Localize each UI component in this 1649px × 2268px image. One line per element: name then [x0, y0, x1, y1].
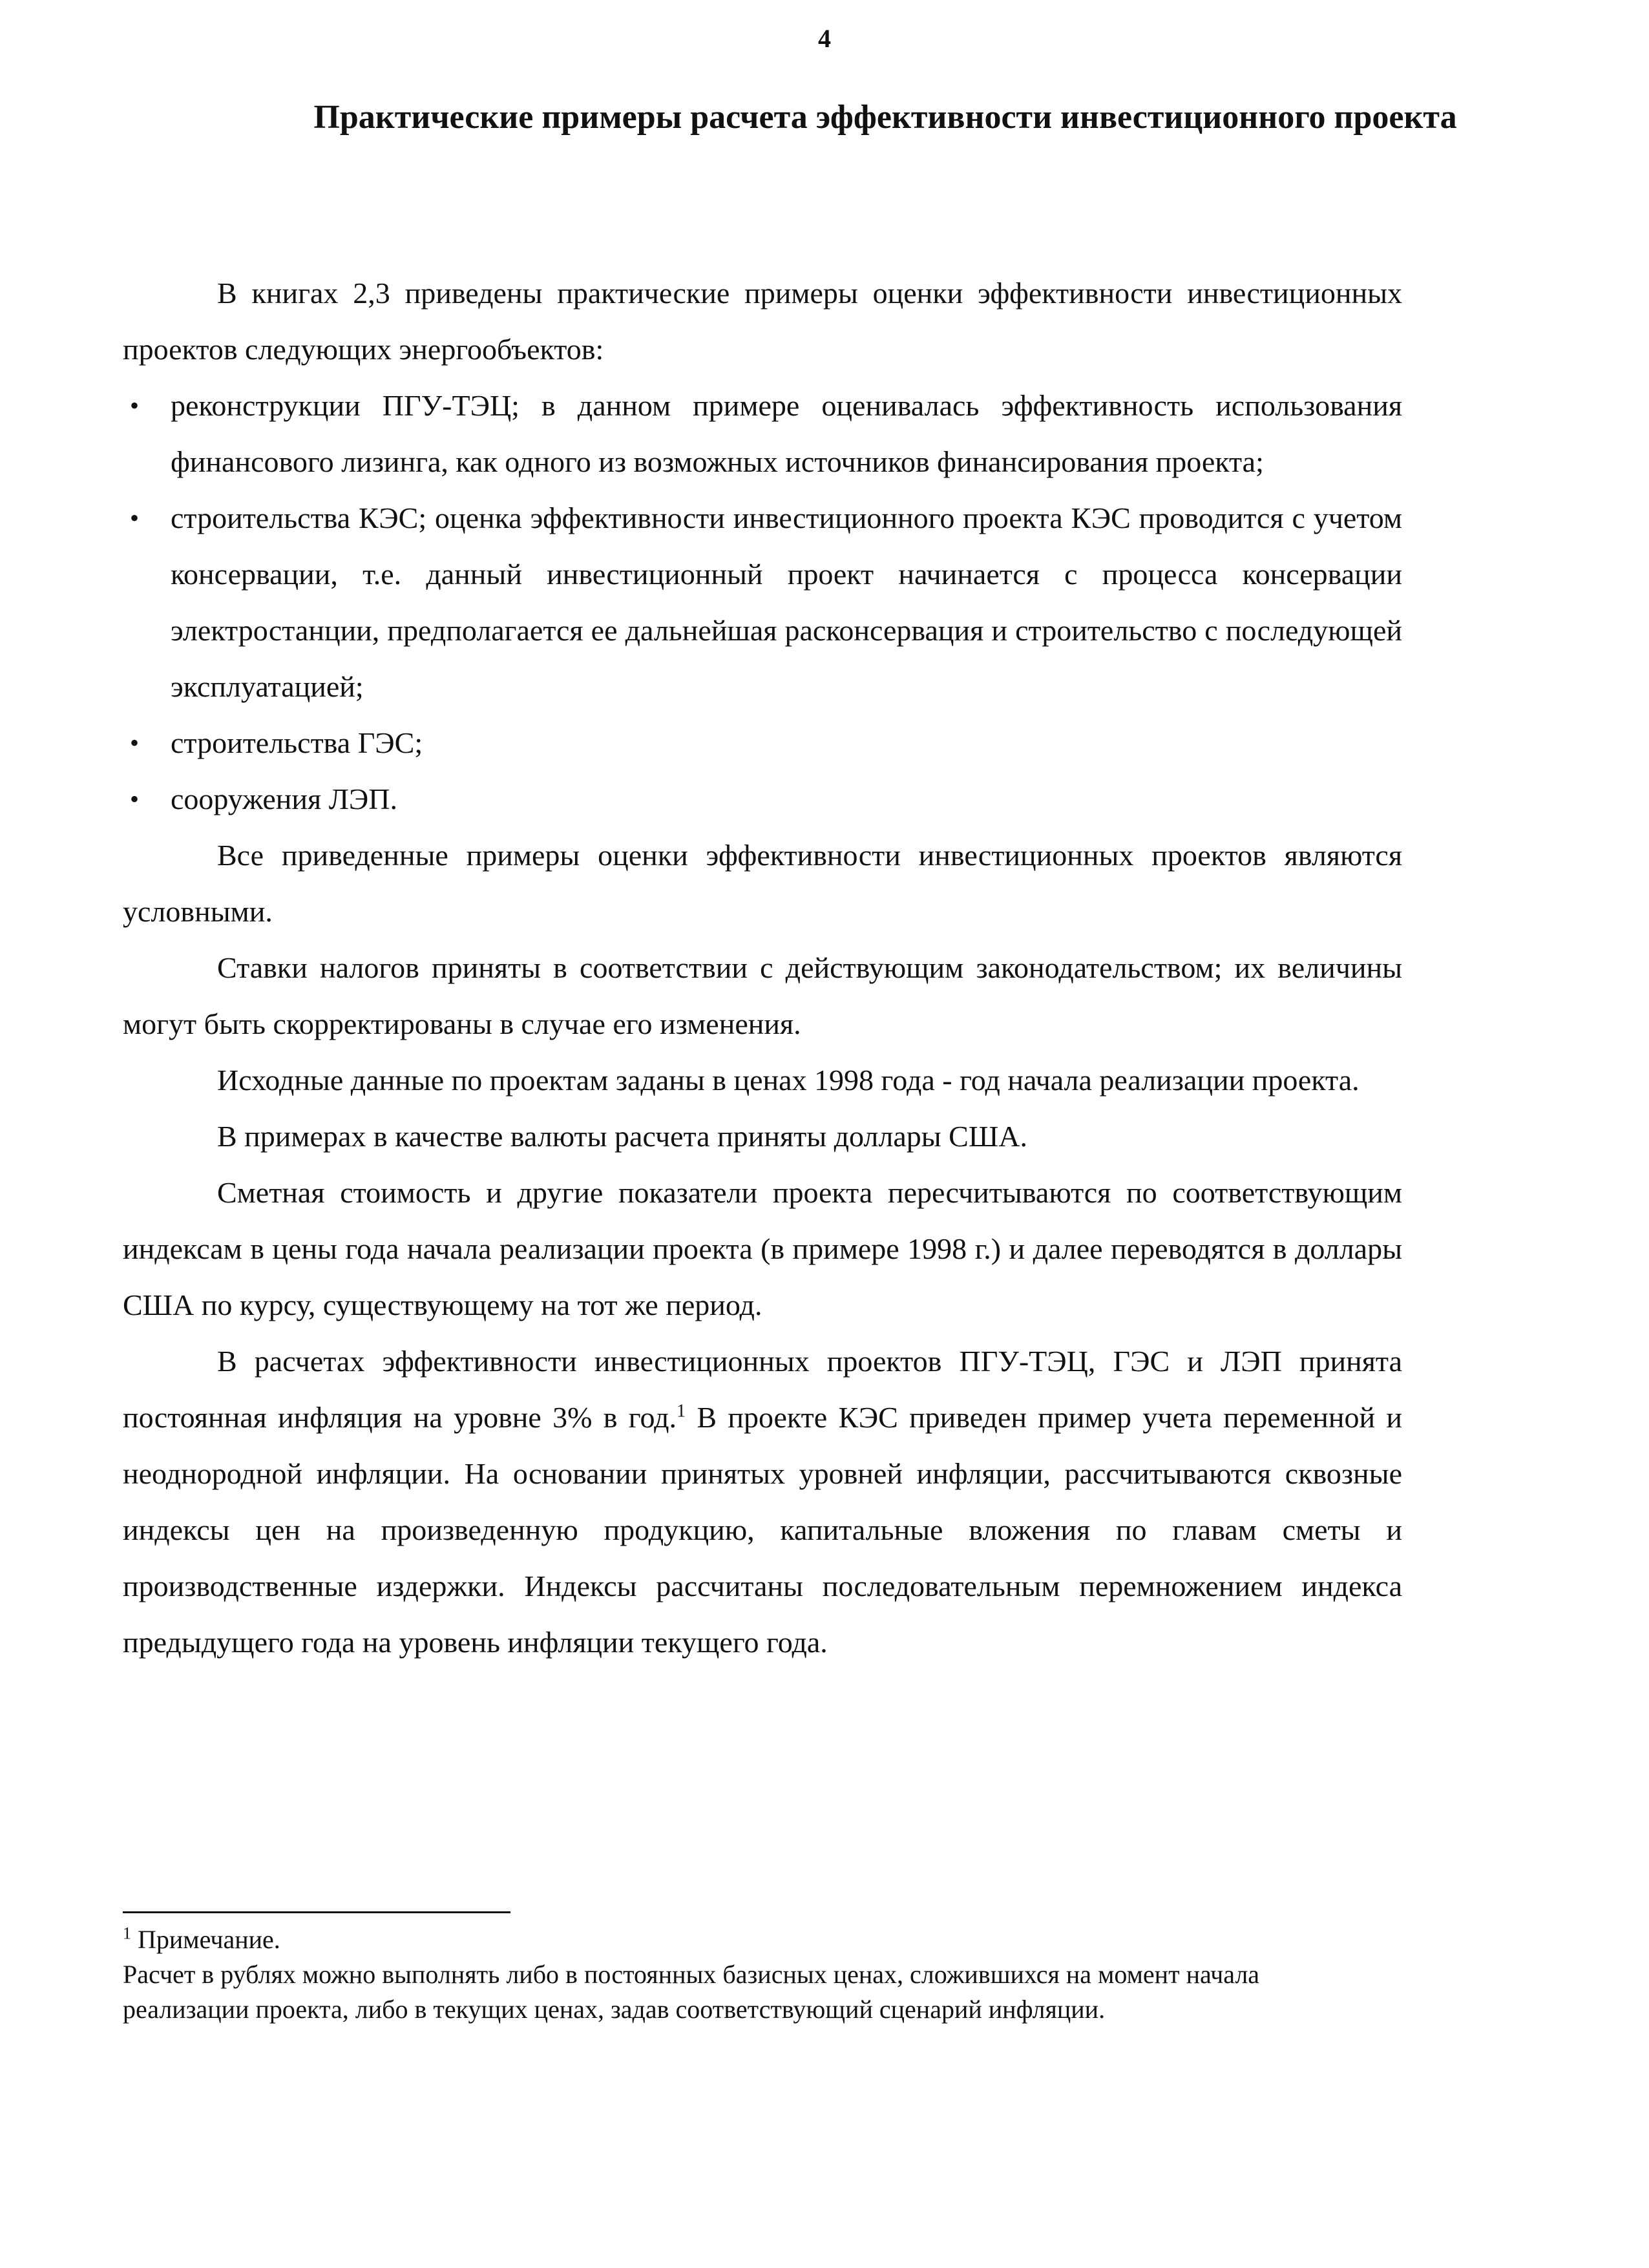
footnote-mark: 1 — [123, 1924, 131, 1943]
footnote-heading — [123, 1922, 1370, 1957]
inflation-text-end: В проекте КЭС приведен пример учета переменной и неоднородной инфляции. На основании принятых уровней инфляции, рассчитываются сквозные индексы цен на произведенную продукцию, капитальные вложения по главам сметы и производственные издержки. Индексы рассчитаны последовательным перемножением индекса предыдущего года на уровень инфляции текущего года. — [123, 1401, 1403, 1659]
list-item-text: реконструкции ПГУ-ТЭЦ; в данном примере оценивалась эффективность использования финансового лизинга, как одного из возможных источников финансирования проекта; — [171, 389, 1402, 478]
paragraph-cost-conversion: Сметная стоимость и другие показатели проекта пересчитываются по соответствующим индексам в цены года начала реализации проекта (в примере 1998 г.) и далее переводятся в доллары США по курсу, существующему на тот же период. — [123, 1176, 1402, 1321]
list-item-text: строительства КЭС; оценка эффективности инвестиционного проекта КЭС проводится с учетом консервации, т.е. данный инвестиционный проект начинается с процесса консервации электростанции, предполагается ее дальнейшая расконсервация и строительство с последующей эксплуатацией; — [171, 501, 1402, 703]
energy-objects-list — [123, 377, 1402, 827]
paragraph-inflation — [123, 1333, 1402, 1670]
list-item-text: сооружения ЛЭП. — [171, 782, 397, 815]
footnote-heading-text: Примечание. — [131, 1925, 280, 1954]
paragraph-source-prices: Исходные данные по проектам заданы в ценах 1998 года - год начала реализации проекта. — [217, 1064, 1360, 1097]
bullet-icon: • — [129, 728, 139, 757]
inflation-text-start: В расчетах эффективности инвестиционных проектов ПГУ-ТЭЦ, ГЭС и ЛЭП принята постоянная инфляция на уровне 3% в год. — [123, 1345, 1402, 1434]
paragraph-conditional-examples: Все приведенные примеры оценки эффективности инвестиционных проектов являются условными. — [123, 839, 1402, 928]
bullet-icon: • — [129, 784, 139, 814]
footnote-separator — [123, 1911, 510, 1913]
footnote-reference: 1 — [677, 1401, 686, 1422]
footnote — [123, 1922, 1370, 2027]
list-item — [123, 377, 1402, 490]
paragraph-currency: В примерах в качестве валюты расчета приняты доллары США. — [217, 1120, 1027, 1153]
list-item — [123, 771, 1402, 827]
list-item — [123, 490, 1402, 715]
list-item-text: строительства ГЭС; — [171, 726, 423, 759]
page-title: Практические примеры расчета эффективности инвестиционного проекта — [313, 99, 1457, 136]
footnote-text: Расчет в рублях можно выполнять либо в постоянных базисных ценах, сложившихся на момент начала реализации проекта, либо в текущих ценах, задав соответствующий сценарий инфляции. — [123, 1960, 1260, 2024]
list-item — [123, 715, 1402, 771]
bullet-icon: • — [129, 503, 139, 532]
intro-paragraph: В книгах 2,3 приведены практические примеры оценки эффективности инвестиционных проектов следующих энергообъектов: — [123, 277, 1402, 366]
document-body — [123, 265, 1402, 1670]
paragraph-tax-rates: Ставки налогов приняты в соответствии с действующим законодательством; их величины могут быть скорректированы в случае его изменения. — [123, 951, 1402, 1040]
page-number: 4 — [818, 24, 831, 53]
bullet-icon: • — [129, 391, 139, 420]
